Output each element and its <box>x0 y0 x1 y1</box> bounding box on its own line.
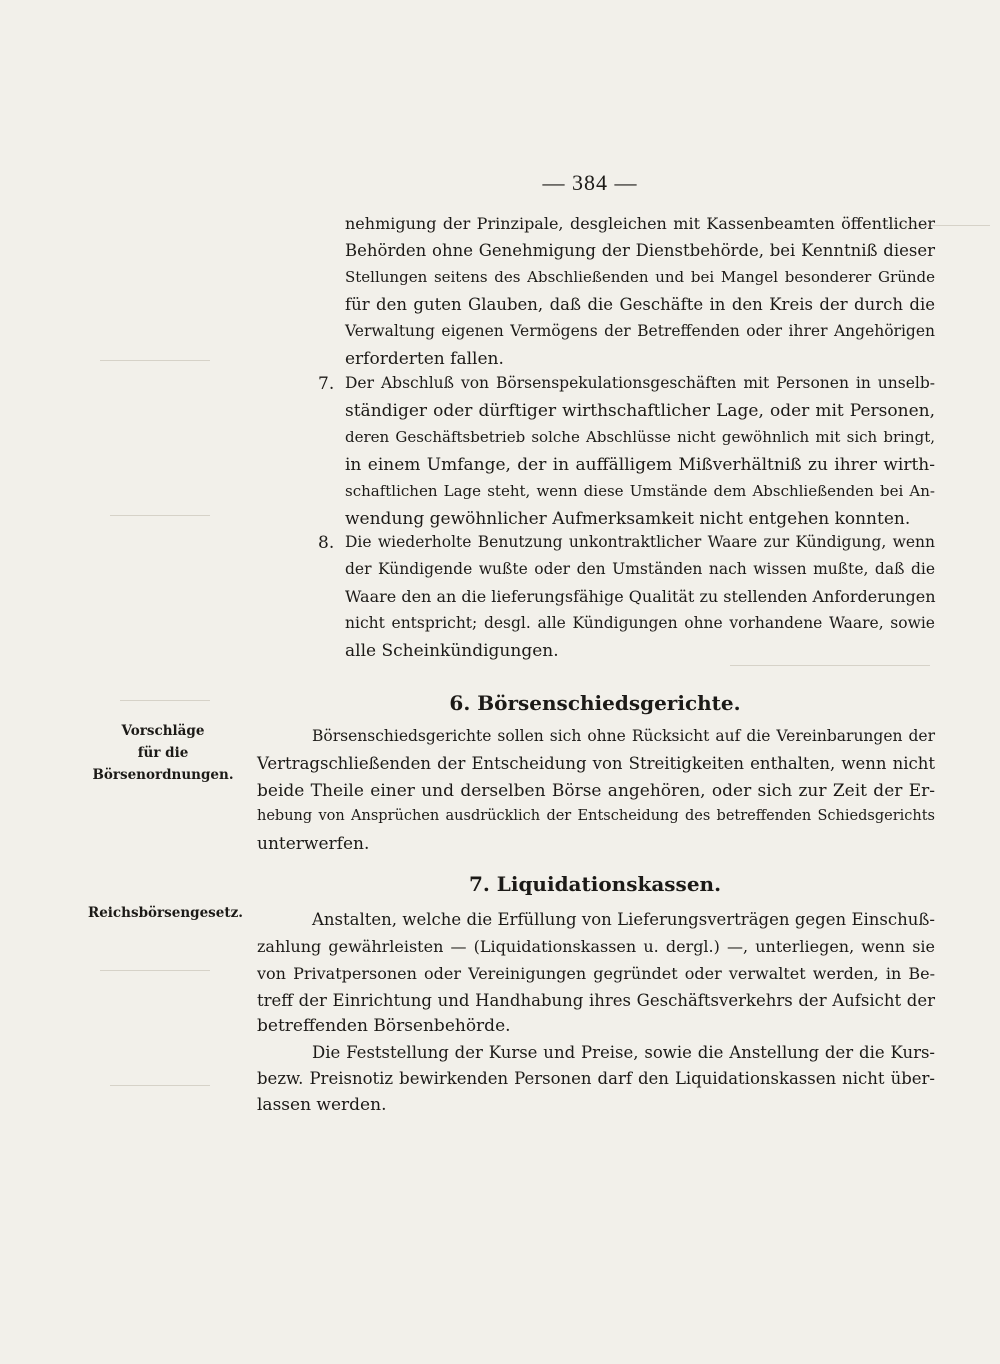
margin-note-reichsboersengesetz <box>88 902 243 924</box>
bleed-through-mark <box>110 1075 210 1086</box>
text-line: schaftlichen Lage steht, wenn diese Umstände dem Abschließenden bei An- <box>345 482 935 500</box>
bleed-through-mark <box>100 960 210 971</box>
text-line: Stellungen seitens des Abschließenden und bei Mangel besonderer Gründe <box>345 268 935 286</box>
text-line: erforderten fallen. <box>345 349 504 369</box>
text-line: für den guten Glauben, daß die Geschäfte in den Kreis der durch die <box>345 295 935 314</box>
text-line: nehmigung der Prinzipale, desgleichen mit Kassenbeamten öffentlicher <box>345 214 935 233</box>
item-number: 7. <box>318 374 335 394</box>
text-line: betreffenden Börsenbehörde. <box>257 1016 511 1036</box>
margin-note-line: Börsenordnungen. <box>92 767 234 783</box>
text-line: lassen werden. <box>257 1095 387 1115</box>
section-heading-7: 7. Liquidationskassen. <box>468 872 722 896</box>
text-line: alle Scheinkündigungen. <box>345 641 559 661</box>
text-line: Der Abschluß von Börsenspekulationsgeschäften mit Personen in unselb- <box>345 374 935 392</box>
bleed-through-mark <box>120 690 210 701</box>
text-line: Verwaltung eigenen Vermögens der Betreffenden oder ihrer Angehörigen <box>345 322 935 340</box>
text-line: Behörden ohne Genehmigung der Dienstbehörde, bei Kenntniß dieser <box>345 241 935 260</box>
text-line: Vertragschließenden der Entscheidung von Streitigkeiten enthalten, wenn nicht <box>257 754 935 773</box>
text-line: von Privatpersonen oder Vereinigungen gegründet oder verwaltet werden, in Be- <box>257 964 935 983</box>
text-line: hebung von Ansprüchen ausdrücklich der Entscheidung des betreffenden Schiedsgerichts <box>257 808 935 824</box>
text-line: deren Geschäftsbetrieb solche Abschlüsse nicht gewöhnlich mit sich bringt, <box>345 428 935 446</box>
margin-note-line: Vorschläge <box>121 723 205 739</box>
text-line: ständiger oder dürftiger wirthschaftlicher Lage, oder mit Personen, <box>345 401 935 421</box>
section-heading-6: 6. Börsenschiedsgerichte. <box>449 691 741 715</box>
margin-note-line: Reichsbörsengesetz. <box>88 905 243 921</box>
page-number: — 384 — <box>542 170 638 195</box>
text-line: in einem Umfange, der in auffälligem Mißverhältniß zu ihrer wirth- <box>345 455 935 475</box>
text-line: Waare den an die lieferungsfähige Qualität zu stellenden Anforderungen <box>345 587 936 606</box>
text-line: beide Theile einer und derselben Börse angehören, oder sich zur Zeit der Er- <box>257 781 935 801</box>
bleed-through-mark <box>100 350 210 361</box>
text-line: treff der Einrichtung und Handhabung ihres Geschäftsverkehrs der Aufsicht der <box>257 991 935 1010</box>
text-line: bezw. Preisnotiz bewirkenden Personen darf den Liquidationskassen nicht über- <box>257 1069 935 1088</box>
text-line: Anstalten, welche die Erfüllung von Lieferungsverträgen gegen Einschuß- <box>312 910 935 929</box>
text-line: Die wiederholte Benutzung unkontraktlicher Waare zur Kündigung, wenn <box>345 533 935 551</box>
text-line: der Kündigende wußte oder den Umständen nach wissen mußte, daß die <box>345 560 935 578</box>
text-line: zahlung gewährleisten — (Liquidationskassen u. dergl.) —, unterliegen, wenn sie <box>257 937 935 956</box>
text-line: unterwerfen. <box>257 834 370 854</box>
item-number: 8. <box>318 533 335 553</box>
text-line: nicht entspricht; desgl. alle Kündigungen ohne vorhandene Waare, sowie <box>345 614 935 632</box>
text-line: Die Feststellung der Kurse und Preise, sowie die Anstellung der die Kurs- <box>312 1043 935 1062</box>
text-line: Börsenschiedsgerichte sollen sich ohne Rücksicht auf die Vereinbarungen der <box>312 727 935 745</box>
margin-note-line: für die <box>137 745 189 761</box>
margin-note-vorschlaege <box>88 720 238 786</box>
bleed-through-mark <box>110 505 210 516</box>
text-line: wendung gewöhnlicher Aufmerksamkeit nicht entgehen konnten. <box>345 509 911 529</box>
